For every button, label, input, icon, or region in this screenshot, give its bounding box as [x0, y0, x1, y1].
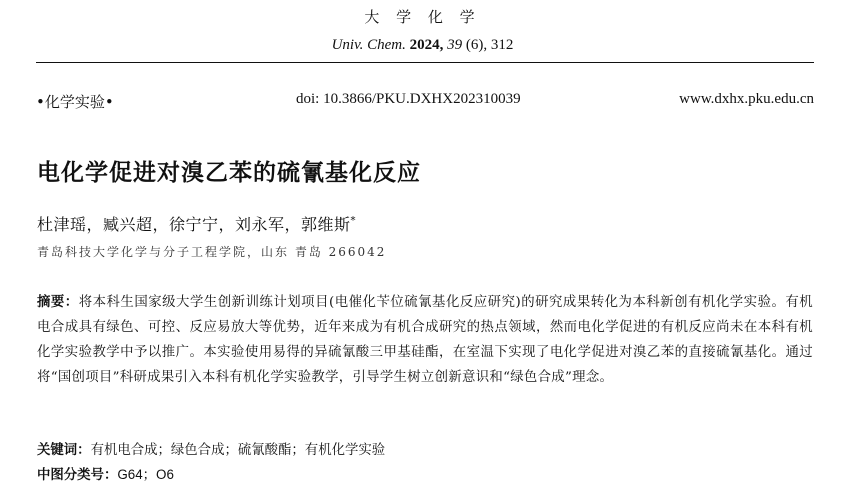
- meta-row: [36, 91, 814, 111]
- clc-text: G64；O6: [117, 467, 174, 482]
- abstract-text: 将本科生国家级大学生创新训练计划项目(电催化苄位硫氰基化反应研究)的研究成果转化为本科新创有机化学实验。有机电合成具有绿色、可控、反应易放大等优势，近年来成为有机合成研究的热点领域，然而电化学促进的有机反应尚未在本科有机化学实验教学中予以推广。本实验使用易得的异硫氰酸三甲基硅酯，在室温下实现了电化学促进对溴乙苯的直接硫氰基化。通过将“国创项目”科研成果引入本科有机化学实验教学，引导学生树立创新意识和“绿色合成”理念。: [37, 295, 813, 385]
- clc-block: [37, 464, 174, 487]
- citation-issue-pages: (6), 312: [465, 37, 514, 53]
- website-link[interactable]: www.dxhx.pku.edu.cn: [679, 91, 814, 107]
- article-title: 电化学促进对溴乙苯的硫氰基化反应: [37, 160, 421, 186]
- abstract-label: 摘要：: [37, 295, 79, 310]
- journal-name: 大 学 化 学: [364, 8, 481, 26]
- journal-citation: [0, 37, 845, 54]
- affiliation: 青岛科技大学化学与分子工程学院，山东 青岛 266042: [37, 245, 387, 259]
- column-label: •化学实验•: [36, 93, 114, 111]
- doi-text[interactable]: doi: 10.3866/PKU.DXHX202310039: [296, 91, 521, 107]
- header-divider: [36, 62, 814, 63]
- corresponding-author-mark: *: [350, 215, 357, 227]
- author-list: [37, 212, 356, 235]
- keywords-text: 有机电合成；绿色合成；硫氰酸酯；有机化学实验: [90, 443, 386, 458]
- keywords-block: [37, 440, 385, 462]
- abstract-block: [37, 290, 813, 390]
- keywords-label: 关键词：: [37, 443, 91, 458]
- clc-label: 中图分类号：: [37, 468, 118, 483]
- citation-year: 2024,: [409, 37, 444, 53]
- citation-volume: 39: [447, 37, 463, 53]
- citation-journal: Univ. Chem.: [331, 37, 406, 53]
- authors-text: 杜津瑶，臧兴超，徐宁宁，刘永军，郭维斯: [37, 215, 351, 234]
